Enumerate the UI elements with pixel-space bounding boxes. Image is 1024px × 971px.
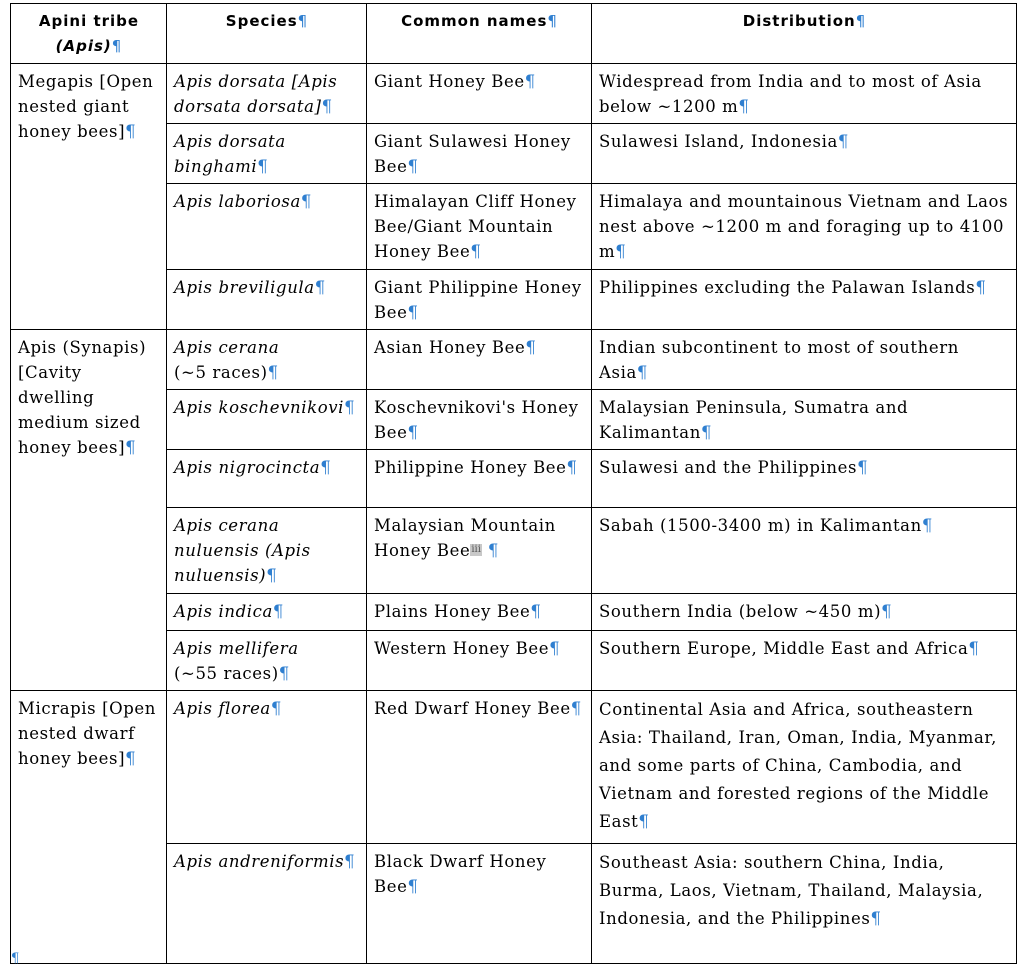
species-cell: Apis laboriosa¶: [167, 184, 367, 270]
header-species: Species¶: [167, 4, 367, 64]
distribution-cell: Southeast Asia: southern China, India, Burma, Laos, Vietnam, Thailand, Malaysia, Indonesia, and the Philippines¶: [592, 844, 1017, 964]
common-name-cell: Western Honey Bee¶: [367, 631, 592, 691]
species-cell: Apis cerana (~5 races)¶: [167, 330, 367, 390]
tribe-cell-megapis: Megapis [Open nested giant honey bees]¶: [11, 64, 167, 330]
species-cell: Apis cerana nuluensis (Apis nuluensis)¶: [167, 508, 367, 594]
common-name-cell: Giant Sulawesi Honey Bee¶: [367, 124, 592, 184]
tribe-cell-synapis: Apis (Synapis) [Cavity dwelling medium sized honey bees]¶: [11, 330, 167, 691]
distribution-cell: Southern Europe, Middle East and Africa¶: [592, 631, 1017, 691]
common-name-cell: Plains Honey Bee¶: [367, 594, 592, 631]
endnote-marker: iii: [471, 544, 481, 555]
common-name-cell: Black Dwarf Honey Bee¶: [367, 844, 592, 964]
distribution-cell: Philippines excluding the Palawan Islands¶: [592, 270, 1017, 330]
distribution-cell: Continental Asia and Africa, southeastern Asia: Thailand, Iran, Oman, India, Myanmar, and some parts of China, Cambodia, and Vietnam and forested regions of the Middle East¶: [592, 691, 1017, 844]
distribution-cell: Widespread from India and to most of Asia below ~1200 m¶: [592, 64, 1017, 124]
common-name-cell: Koschevnikovi's Honey Bee¶: [367, 390, 592, 450]
honey-bee-species-table: [10, 3, 1017, 964]
header-common-names: Common names¶: [367, 4, 592, 64]
distribution-cell: Himalaya and mountainous Vietnam and Laos nest above ~1200 m and foraging up to 4100 m¶: [592, 184, 1017, 270]
tribe-cell-micrapis: Micrapis [Open nested dwarf honey bees]¶: [11, 691, 167, 964]
distribution-cell: Southern India (below ~450 m)¶: [592, 594, 1017, 631]
species-cell: Apis breviligula¶: [167, 270, 367, 330]
table-row: [11, 691, 1017, 844]
header-tribe-genus: (Apis): [55, 37, 112, 55]
species-race-note: (~55 races): [174, 664, 279, 683]
species-cell: Apis mellifera (~55 races)¶: [167, 631, 367, 691]
species-cell: Apis florea¶: [167, 691, 367, 844]
table-row: [11, 64, 1017, 124]
species-cell: Apis dorsata [Apis dorsata dorsata]¶: [167, 64, 367, 124]
distribution-cell: Sabah (1500-3400 m) in Kalimantan¶: [592, 508, 1017, 594]
common-name-cell: Malaysian Mountain Honey Beeiii ¶: [367, 508, 592, 594]
common-name-cell: Himalayan Cliff Honey Bee/Giant Mountain Honey Bee¶: [367, 184, 592, 270]
common-name-cell: Giant Philippine Honey Bee¶: [367, 270, 592, 330]
species-race-note: (~5 races): [174, 363, 268, 382]
header-row: [11, 4, 1017, 64]
distribution-cell: Sulawesi Island, Indonesia¶: [592, 124, 1017, 184]
distribution-cell: Malaysian Peninsula, Sumatra and Kalimantan¶: [592, 390, 1017, 450]
common-name-cell: Red Dwarf Honey Bee¶: [367, 691, 592, 844]
common-name-cell: Asian Honey Bee¶: [367, 330, 592, 390]
table-row: [11, 330, 1017, 390]
species-cell: Apis nigrocincta¶: [167, 450, 367, 508]
distribution-cell: Indian subcontinent to most of southern Asia¶: [592, 330, 1017, 390]
distribution-cell: Sulawesi and the Philippines¶: [592, 450, 1017, 508]
species-cell: Apis dorsata binghami¶: [167, 124, 367, 184]
species-cell: Apis koschevnikovi¶: [167, 390, 367, 450]
common-name-cell: Giant Honey Bee¶: [367, 64, 592, 124]
header-tribe: Apini tribe (Apis)¶: [11, 4, 167, 64]
common-name-cell: Philippine Honey Bee¶: [367, 450, 592, 508]
trailing-paragraph-mark: ¶: [11, 951, 20, 966]
header-distribution: Distribution¶: [592, 4, 1017, 64]
species-cell: Apis indica¶: [167, 594, 367, 631]
species-cell: Apis andreniformis¶: [167, 844, 367, 964]
